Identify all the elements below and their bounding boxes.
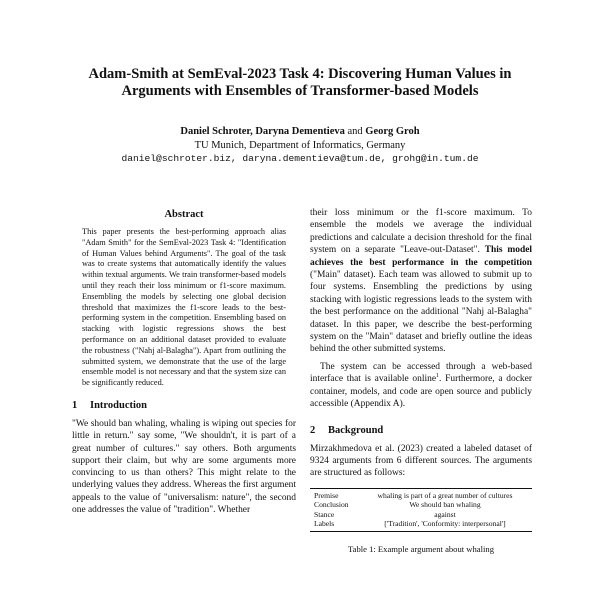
table-value: ['Tradition', 'Conformity: interpersonal'] [384,518,506,528]
section-title: Introduction [90,399,147,411]
title-line-2: Arguments with Ensembles of Transformer-based Models [121,83,479,99]
table-value: against [434,509,456,519]
paper-title [60,66,540,100]
table-key: Labels [314,518,335,528]
author-and: and [347,126,363,137]
author-block [60,125,540,166]
paragraph-text: their loss minimum or the f1-score maximum. To ensemble the models we average the individual predictions and calculate a decision threshold for the final system on a separate "Leave-out-Dataset". [310,208,532,256]
table-row [310,510,532,519]
section-introduction-heading [72,399,296,412]
table-row [310,519,532,528]
author-name-last: Georg Groh [365,126,420,137]
table-key: Stance [314,509,335,519]
paragraph [310,361,532,411]
table-value: whaling is part of a great number of cultures [377,490,513,500]
section-number: 2 [310,424,316,436]
author-names-first: Daniel Schroter, Daryna Dementieva [180,126,345,137]
author-names [60,125,540,139]
paragraph-text: The system can be accessed through a web-based interface that is available online [310,361,532,385]
section-background-heading [310,424,532,437]
title-line-1: Adam-Smith at SemEval-2023 Task 4: Discovering Human Values in [88,66,512,82]
introduction-text: "We should ban whaling, whaling is wiping out species for little in return." say some, "We shouldn't, it is part of a great number of cultures." say others. Both arguments support their claim, but why are some arguments more convincing to us than others? This might relate to the underlying values they address. Whereas the first argument appeals to the value of "universalism: nature", the second one addresses the value of "tradition". Whether [72,418,296,516]
table-value: We should ban whaling [409,500,481,510]
table-key: Premise [314,490,339,500]
table-key: Conclusion [314,500,349,510]
bold-claim: This model achieves the best performance in the competition [310,245,533,268]
abstract-heading: Abstract [164,209,204,220]
author-emails: daniel@schroter.biz, daryna.dementieva@tum.de, grohg@in.tum.de [121,153,479,164]
background-text: Mirzakhmedova et al. (2023) created a labeled dataset of 9324 arguments from 6 different sources. The arguments are structured as follows: [310,443,532,479]
paragraph-text: ("Main" dataset). Each team was allowed to submit up to four systems. Ensembling the predictions by using stacking with logistic regressions leads to the system with the best performance on the additional "Nahj al-Balagha" dataset. In this paper, we describe the best-performing system on the "Main" dataset and briefly outline the ideas behind the other submitted systems. [310,270,532,355]
table-row [310,491,532,500]
section-number: 1 [72,399,78,411]
author-affiliation: TU Munich, Department of Informatics, Germany [194,139,406,151]
right-column [310,207,532,555]
example-table [310,488,532,533]
paragraph [310,207,532,356]
table-caption: Table 1: Example argument about whaling [347,544,494,555]
footnote-marker[interactable]: 1 [436,373,440,380]
section-title: Background [328,424,384,436]
paragraph-text: . Furthermore, a docker container, models, and code are open source and publicly accessible (Appendix A). [310,374,532,410]
abstract-text: This paper presents the best-performing approach alias "Adam Smith" for the SemEval-2023 Task 4: "Identification of Human Values behind Arguments". The goal of the task was to create systems that automatically identify the values within textual arguments. We train transformer-based models until they reach their loss minimum or f1-score maximum. Ensembling the models by selecting one global decision threshold that maximizes the f1-score leads to the best-performing system in the competition. Ensembling based on stacking with logistic regressions shows the best performance on an additional dataset provided to evaluate the robustness ("Nahj al-Balagha"). Apart from outlining the submitted system, we demonstrate that the use of the large ensemble model is not necessary and that the system size can be significantly reduced. [82,227,286,388]
table-row [310,500,532,509]
left-column [72,208,296,516]
